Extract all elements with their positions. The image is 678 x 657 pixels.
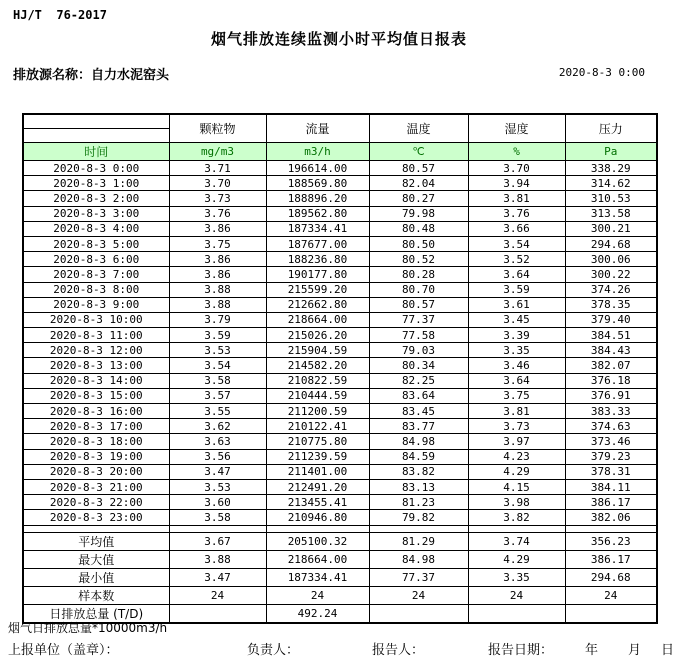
value-cell: 3.75: [169, 236, 266, 251]
day-label: 日: [661, 643, 675, 657]
table-row: [23, 419, 657, 434]
summary-label: 日排放总量 (T/D): [23, 604, 169, 623]
value-cell: 300.21: [565, 221, 657, 236]
value-cell: 84.98: [369, 434, 468, 449]
value-cell: 384.11: [565, 479, 657, 494]
header-row-top: [23, 114, 657, 129]
value-cell: [369, 604, 468, 623]
value-cell: 80.50: [369, 236, 468, 251]
value-cell: 3.88: [169, 282, 266, 297]
time-cell: 2020-8-3 19:00: [23, 449, 169, 464]
unit-pm: mg/m3: [169, 143, 266, 161]
table-row: [23, 404, 657, 419]
table-row: [23, 388, 657, 403]
time-cell: 2020-8-3 9:00: [23, 297, 169, 312]
table-row: [23, 312, 657, 327]
year-label: 年: [585, 643, 599, 657]
value-cell: 83.13: [369, 479, 468, 494]
table-row: [23, 343, 657, 358]
value-cell: 79.82: [369, 510, 468, 525]
time-column-label: 时间: [23, 143, 169, 161]
value-cell: 3.70: [468, 161, 565, 176]
value-cell: 80.28: [369, 267, 468, 282]
value-cell: 3.35: [468, 343, 565, 358]
value-cell: 294.68: [565, 568, 657, 586]
table-row: [23, 267, 657, 282]
value-cell: 81.23: [369, 495, 468, 510]
value-cell: 79.98: [369, 206, 468, 221]
time-cell: 2020-8-3 1:00: [23, 176, 169, 191]
time-cell: 2020-8-3 8:00: [23, 282, 169, 297]
time-cell: 2020-8-3 21:00: [23, 479, 169, 494]
table-row: [23, 449, 657, 464]
value-cell: 80.70: [369, 282, 468, 297]
value-cell: 3.86: [169, 267, 266, 282]
value-cell: 382.07: [565, 358, 657, 373]
summary-label: 最大值: [23, 550, 169, 568]
value-cell: 3.74: [468, 532, 565, 550]
value-cell: 300.22: [565, 267, 657, 282]
value-cell: 84.98: [369, 550, 468, 568]
value-cell: 294.68: [565, 236, 657, 251]
time-cell: 2020-8-3 5:00: [23, 236, 169, 251]
table-row: [23, 434, 657, 449]
value-cell: 374.26: [565, 282, 657, 297]
value-cell: 187677.00: [266, 236, 369, 251]
table-row: [23, 221, 657, 236]
value-cell: 378.31: [565, 464, 657, 479]
spacer-row: [23, 525, 657, 532]
value-cell: 24: [169, 586, 266, 604]
value-cell: 3.82: [468, 510, 565, 525]
value-cell: 211200.59: [266, 404, 369, 419]
value-cell: 3.47: [169, 464, 266, 479]
value-cell: 3.88: [169, 550, 266, 568]
table-row: [23, 206, 657, 221]
value-cell: 3.45: [468, 312, 565, 327]
value-cell: 80.34: [369, 358, 468, 373]
value-cell: 3.88: [169, 297, 266, 312]
unit-humidity: %: [468, 143, 565, 161]
value-cell: 79.03: [369, 343, 468, 358]
value-cell: 384.51: [565, 328, 657, 343]
value-cell: 3.94: [468, 176, 565, 191]
time-cell: 2020-8-3 7:00: [23, 267, 169, 282]
value-cell: 3.58: [169, 510, 266, 525]
report-unit-label: 上报单位（盖章）：: [8, 643, 119, 657]
report-date-label: 报告日期：: [488, 643, 554, 657]
value-cell: 3.86: [169, 221, 266, 236]
time-cell: 2020-8-3 22:00: [23, 495, 169, 510]
column-header-temperature: 温度: [369, 114, 468, 143]
table-row: [23, 550, 657, 568]
time-cell: 2020-8-3 4:00: [23, 221, 169, 236]
time-cell: 2020-8-3 20:00: [23, 464, 169, 479]
table-row: [23, 373, 657, 388]
value-cell: 3.35: [468, 568, 565, 586]
time-cell: 2020-8-3 17:00: [23, 419, 169, 434]
time-cell: 2020-8-3 23:00: [23, 510, 169, 525]
value-cell: 210946.80: [266, 510, 369, 525]
value-cell: 80.52: [369, 252, 468, 267]
hour-rows: [23, 161, 657, 526]
value-cell: 3.75: [468, 388, 565, 403]
value-cell: 211239.59: [266, 449, 369, 464]
monitoring-table: [22, 113, 658, 624]
value-cell: 379.40: [565, 312, 657, 327]
value-cell: 3.61: [468, 297, 565, 312]
value-cell: 84.59: [369, 449, 468, 464]
time-cell: 2020-8-3 3:00: [23, 206, 169, 221]
value-cell: 4.29: [468, 464, 565, 479]
report-datetime: 2020-8-3 0:00: [558, 66, 645, 79]
value-cell: 379.23: [565, 449, 657, 464]
value-cell: 77.37: [369, 312, 468, 327]
reporter-label: 报告人：: [372, 643, 425, 657]
page-title: 烟气排放连续监测小时平均值日报表: [210, 30, 467, 48]
value-cell: 3.73: [169, 191, 266, 206]
table-row: [23, 252, 657, 267]
column-header-humidity: 湿度: [468, 114, 565, 143]
value-cell: 492.24: [266, 604, 369, 623]
table-row: [23, 479, 657, 494]
value-cell: 210444.59: [266, 388, 369, 403]
value-cell: 3.53: [169, 343, 266, 358]
value-cell: 80.27: [369, 191, 468, 206]
time-cell: 2020-8-3 6:00: [23, 252, 169, 267]
value-cell: 3.39: [468, 328, 565, 343]
value-cell: 3.56: [169, 449, 266, 464]
value-cell: 4.29: [468, 550, 565, 568]
value-cell: 83.82: [369, 464, 468, 479]
table-row: [23, 510, 657, 525]
value-cell: 3.97: [468, 434, 565, 449]
daily-total-note: 烟气日排放总量*10000m3/h: [8, 621, 168, 635]
value-cell: 215904.59: [266, 343, 369, 358]
value-cell: 210122.41: [266, 419, 369, 434]
value-cell: 378.35: [565, 297, 657, 312]
time-cell: 2020-8-3 15:00: [23, 388, 169, 403]
value-cell: 3.58: [169, 373, 266, 388]
value-cell: 3.47: [169, 568, 266, 586]
value-cell: 3.76: [169, 206, 266, 221]
value-cell: 190177.80: [266, 267, 369, 282]
value-cell: 3.54: [468, 236, 565, 251]
value-cell: 3.67: [169, 532, 266, 550]
value-cell: 338.29: [565, 161, 657, 176]
time-cell: 2020-8-3 18:00: [23, 434, 169, 449]
value-cell: 3.81: [468, 191, 565, 206]
value-cell: 82.04: [369, 176, 468, 191]
time-header-blank-top: [23, 114, 169, 129]
value-cell: [468, 604, 565, 623]
value-cell: 384.43: [565, 343, 657, 358]
source-value: 自力水泥窑头: [91, 68, 170, 83]
value-cell: 3.64: [468, 373, 565, 388]
value-cell: 83.77: [369, 419, 468, 434]
value-cell: 218664.00: [266, 312, 369, 327]
value-cell: 3.76: [468, 206, 565, 221]
summary-rows: [23, 532, 657, 623]
value-cell: 24: [468, 586, 565, 604]
value-cell: [565, 604, 657, 623]
value-cell: 3.71: [169, 161, 266, 176]
value-cell: 382.06: [565, 510, 657, 525]
value-cell: 3.98: [468, 495, 565, 510]
table-row: [23, 191, 657, 206]
value-cell: 213455.41: [266, 495, 369, 510]
value-cell: 3.59: [169, 328, 266, 343]
value-cell: 215026.20: [266, 328, 369, 343]
value-cell: 310.53: [565, 191, 657, 206]
unit-pressure: Pa: [565, 143, 657, 161]
value-cell: 3.54: [169, 358, 266, 373]
value-cell: 188896.20: [266, 191, 369, 206]
value-cell: 3.53: [169, 479, 266, 494]
value-cell: 81.29: [369, 532, 468, 550]
value-cell: 383.33: [565, 404, 657, 419]
value-cell: 3.64: [468, 267, 565, 282]
value-cell: 313.58: [565, 206, 657, 221]
column-header-pm: 颗粒物: [169, 114, 266, 143]
value-cell: 188236.80: [266, 252, 369, 267]
table-row: [23, 161, 657, 176]
value-cell: 211401.00: [266, 464, 369, 479]
unit-temperature: ℃: [369, 143, 468, 161]
table-row: [23, 282, 657, 297]
value-cell: 356.23: [565, 532, 657, 550]
summary-label: 最小值: [23, 568, 169, 586]
value-cell: 24: [266, 586, 369, 604]
value-cell: [169, 604, 266, 623]
month-label: 月: [628, 643, 642, 657]
value-cell: 210822.59: [266, 373, 369, 388]
value-cell: 80.57: [369, 297, 468, 312]
value-cell: 187334.41: [266, 221, 369, 236]
value-cell: 189562.80: [266, 206, 369, 221]
value-cell: 3.62: [169, 419, 266, 434]
table-row: [23, 568, 657, 586]
unit-row: [23, 143, 657, 161]
value-cell: 3.57: [169, 388, 266, 403]
value-cell: 3.55: [169, 404, 266, 419]
value-cell: 218664.00: [266, 550, 369, 568]
value-cell: 3.73: [468, 419, 565, 434]
table-row: [23, 297, 657, 312]
column-header-flow: 流量: [266, 114, 369, 143]
table-row: [23, 358, 657, 373]
value-cell: 80.57: [369, 161, 468, 176]
value-cell: 4.15: [468, 479, 565, 494]
responsible-person-label: 负责人：: [247, 643, 300, 657]
value-cell: 376.91: [565, 388, 657, 403]
source-label: 排放源名称：: [13, 68, 92, 83]
table-row: [23, 495, 657, 510]
table-row: [23, 328, 657, 343]
value-cell: 386.17: [565, 495, 657, 510]
value-cell: 3.66: [468, 221, 565, 236]
emission-source: [13, 64, 169, 83]
value-cell: 3.70: [169, 176, 266, 191]
table-row: [23, 586, 657, 604]
time-cell: 2020-8-3 0:00: [23, 161, 169, 176]
value-cell: 3.46: [468, 358, 565, 373]
column-header-pressure: 压力: [565, 114, 657, 143]
value-cell: 3.86: [169, 252, 266, 267]
value-cell: 212491.20: [266, 479, 369, 494]
value-cell: 83.45: [369, 404, 468, 419]
value-cell: 24: [369, 586, 468, 604]
value-cell: 188569.80: [266, 176, 369, 191]
value-cell: 212662.80: [266, 297, 369, 312]
value-cell: 205100.32: [266, 532, 369, 550]
value-cell: 3.79: [169, 312, 266, 327]
unit-flow: m3/h: [266, 143, 369, 161]
value-cell: 300.06: [565, 252, 657, 267]
value-cell: 77.37: [369, 568, 468, 586]
summary-label: 平均值: [23, 532, 169, 550]
value-cell: 3.52: [468, 252, 565, 267]
value-cell: 374.63: [565, 419, 657, 434]
value-cell: 3.60: [169, 495, 266, 510]
time-cell: 2020-8-3 12:00: [23, 343, 169, 358]
value-cell: 80.48: [369, 221, 468, 236]
value-cell: 196614.00: [266, 161, 369, 176]
value-cell: 3.81: [468, 404, 565, 419]
value-cell: 77.58: [369, 328, 468, 343]
table-row: [23, 236, 657, 251]
value-cell: 215599.20: [266, 282, 369, 297]
value-cell: 3.59: [468, 282, 565, 297]
time-cell: 2020-8-3 16:00: [23, 404, 169, 419]
value-cell: 24: [565, 586, 657, 604]
value-cell: 376.18: [565, 373, 657, 388]
table-row: [23, 176, 657, 191]
value-cell: 187334.41: [266, 568, 369, 586]
value-cell: 82.25: [369, 373, 468, 388]
standard-code: HJ/T 76-2017: [13, 8, 107, 22]
value-cell: 386.17: [565, 550, 657, 568]
time-header-blank-bottom: [23, 129, 169, 143]
value-cell: 83.64: [369, 388, 468, 403]
time-cell: 2020-8-3 11:00: [23, 328, 169, 343]
table-row: [23, 464, 657, 479]
value-cell: 214582.20: [266, 358, 369, 373]
value-cell: 210775.80: [266, 434, 369, 449]
value-cell: 4.23: [468, 449, 565, 464]
time-cell: 2020-8-3 14:00: [23, 373, 169, 388]
time-cell: 2020-8-3 10:00: [23, 312, 169, 327]
value-cell: 373.46: [565, 434, 657, 449]
summary-label: 样本数: [23, 586, 169, 604]
table-row: [23, 532, 657, 550]
value-cell: 314.62: [565, 176, 657, 191]
time-cell: 2020-8-3 13:00: [23, 358, 169, 373]
value-cell: 3.63: [169, 434, 266, 449]
time-cell: 2020-8-3 2:00: [23, 191, 169, 206]
